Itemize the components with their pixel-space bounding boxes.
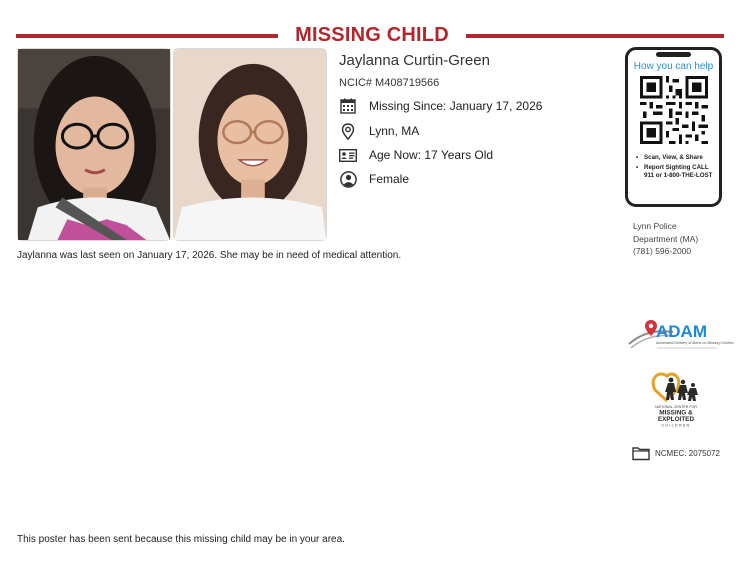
folder-icon xyxy=(632,446,650,460)
id-card-icon xyxy=(339,146,357,164)
help-heading: How you can help xyxy=(633,61,714,72)
person-icon xyxy=(339,170,357,188)
calendar-icon xyxy=(339,97,357,115)
child-photo-1 xyxy=(17,48,171,241)
title-rule-left xyxy=(16,34,278,38)
help-step: • Scan, View, & Share xyxy=(636,154,720,162)
agency-phone: (781) 596-2000 xyxy=(633,246,692,256)
ncmec-logo-line1: NATIONAL CENTER FOR xyxy=(655,405,697,409)
agency-contact xyxy=(633,220,698,258)
agency-name-line1: Lynn Police xyxy=(633,221,677,231)
detail-text: Missing Since: January 17, 2026 xyxy=(369,99,543,113)
title-rule-right xyxy=(466,34,724,38)
adam-logo xyxy=(627,318,734,354)
detail-age xyxy=(339,145,493,165)
detail-text: Age Now: 17 Years Old xyxy=(369,148,494,162)
help-steps xyxy=(636,154,720,181)
detail-location xyxy=(339,121,419,141)
ncmec-logo-line2: MISSING & xyxy=(659,409,693,417)
poster-title: MISSING CHILD xyxy=(295,24,449,46)
adam-wordmark: ADAM xyxy=(656,322,707,341)
child-description: Jaylanna was last seen on January 17, 2026. She may be in need of medical attention. xyxy=(17,250,402,261)
help-step: • Report Sighting CALL 911 or 1-800-THE-LOST xyxy=(636,164,720,180)
detail-text: Female xyxy=(369,172,410,186)
ncmec-logo xyxy=(645,368,707,430)
ncic-number: NCIC# M408719566 xyxy=(339,77,440,89)
poster-footer: This poster has been sent because this missing child may be in your area. xyxy=(17,534,345,545)
detail-gender xyxy=(339,169,409,189)
phone-notch xyxy=(656,52,691,57)
child-name: Jaylanna Curtin-Green xyxy=(339,52,490,69)
help-phone-card xyxy=(625,47,722,207)
poster-title-bar xyxy=(16,24,724,48)
ncmec-logo-line3: EXPLOITED xyxy=(657,416,695,423)
detail-missing-since xyxy=(339,96,542,116)
adam-tagline: Automated Delivery of Alerts on Missing Children xyxy=(656,341,734,345)
child-photo-2 xyxy=(173,48,327,241)
ncmec-case-number: NCMEC: 2075072 xyxy=(655,448,720,458)
qr-code[interactable] xyxy=(640,76,708,144)
detail-text: Lynn, MA xyxy=(369,124,420,138)
agency-name-line2: Department (MA) xyxy=(633,233,699,244)
ncmec-logo-line4: CHILDREN xyxy=(661,423,691,428)
ncmec-case xyxy=(632,446,720,460)
location-pin-icon xyxy=(339,122,357,140)
